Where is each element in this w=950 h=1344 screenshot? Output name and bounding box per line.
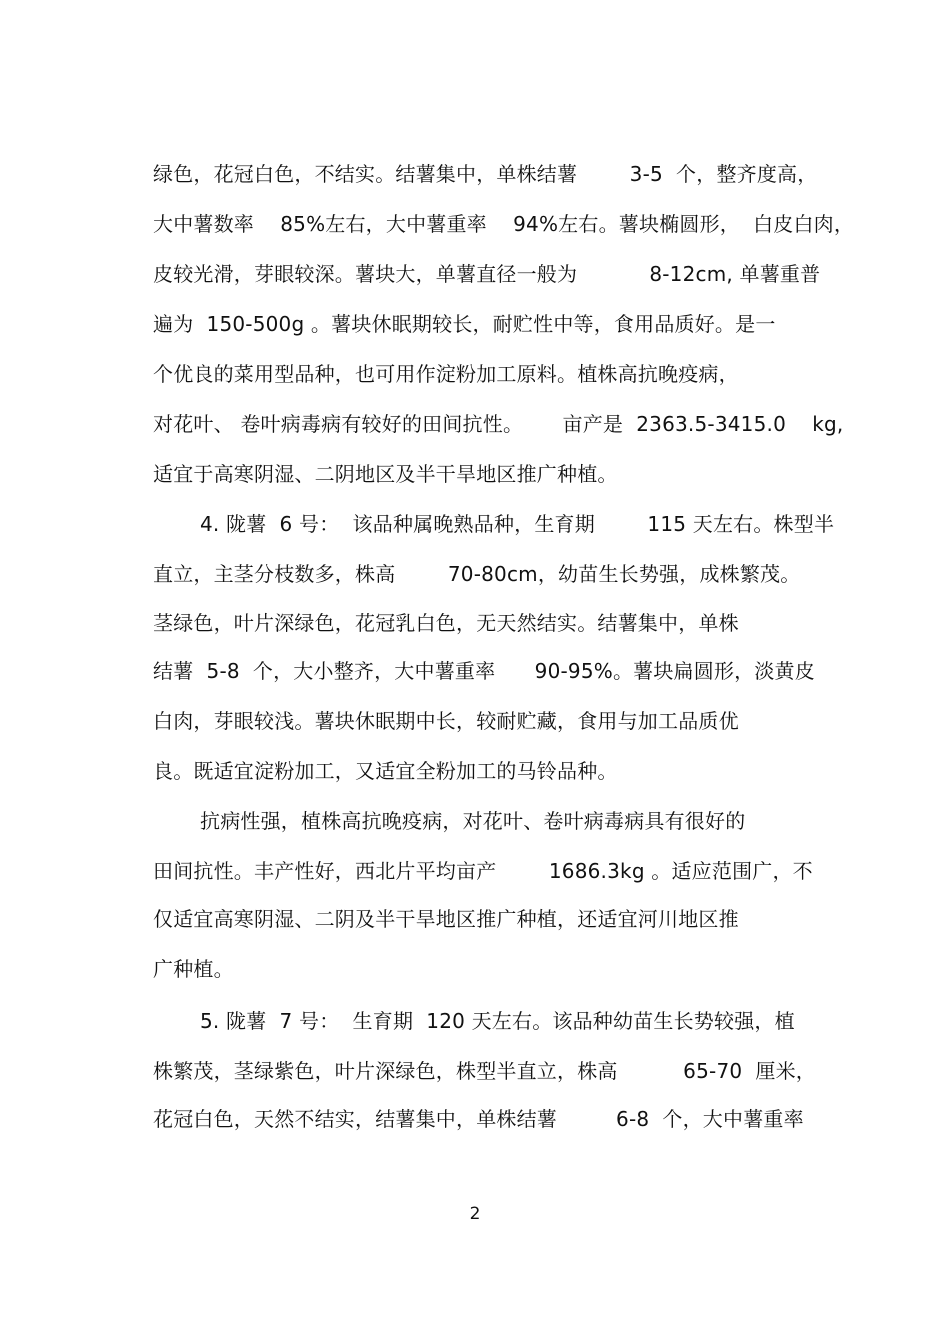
text-line: 皮较光滑，芽眼较深。薯块大，单薯直径一般为 8-12cm, 单薯重普 bbox=[153, 262, 821, 286]
text-line: 田间抗性。丰产性好，西北片平均亩产 1686.3kg 。适应范围广，不 bbox=[153, 859, 813, 883]
text-line: 花冠白色，天然不结实，结薯集中，单株结薯 6-8 个，大中薯重率 bbox=[153, 1107, 804, 1131]
text-line: 白肉，芽眼较浅。薯块休眠期中长，较耐贮藏，食用与加工品质优 bbox=[153, 709, 739, 733]
text-line: 绿色，花冠白色，不结实。结薯集中，单株结薯 3-5 个，整齐度高， bbox=[153, 162, 818, 186]
text-line: 个优良的菜用型品种，也可用作淀粉加工原料。植株高抗晚疫病， bbox=[153, 362, 739, 386]
text-line: 茎绿色，叶片深绿色，花冠乳白色，无天然结实。结薯集中，单株 bbox=[153, 611, 739, 635]
text-line: 结薯 5-8 个，大小整齐，大中薯重率 90-95%。薯块扁圆形，淡黄皮 bbox=[153, 659, 815, 683]
text-line: 株繁茂，茎绿紫色，叶片深绿色，株型半直立，株高 65-70 厘米， bbox=[153, 1059, 817, 1083]
text-line: 5. 陇薯 7 号： 生育期 120 天左右。该品种幼苗生长势较强，植 bbox=[200, 1009, 795, 1033]
text-line: 良。既适宜淀粉加工，又适宜全粉加工的马铃品种。 bbox=[153, 759, 618, 783]
text-line: 对花叶、 卷叶病毒病有较好的田间抗性。 亩产是 2363.5-3415.0 kg, bbox=[153, 412, 844, 436]
text-line: 仅适宜高寒阴湿、二阴及半干旱地区推广种植，还适宜河川地区推 bbox=[153, 907, 739, 931]
text-line: 遍为 150-500g 。薯块休眠期较长，耐贮性中等，食用品质好。是一 bbox=[153, 312, 776, 336]
text-line: 适宜于高寒阴湿、二阴地区及半干旱地区推广种植。 bbox=[153, 462, 618, 486]
page-number: 2 bbox=[469, 1204, 481, 1224]
text-line: 抗病性强，植株高抗晚疫病，对花叶、卷叶病毒病具有很好的 bbox=[200, 809, 746, 833]
text-line: 4. 陇薯 6 号： 该品种属晚熟品种，生育期 115 天左右。株型半 bbox=[200, 512, 835, 536]
text-line: 广种植。 bbox=[153, 957, 234, 981]
text-line: 大中薯数率 85%左右，大中薯重率 94%左右。薯块椭圆形， 白皮白肉， bbox=[153, 212, 855, 236]
text-line: 直立，主茎分枝数多，株高 70-80cm，幼苗生长势强，成株繁茂。 bbox=[153, 562, 801, 586]
